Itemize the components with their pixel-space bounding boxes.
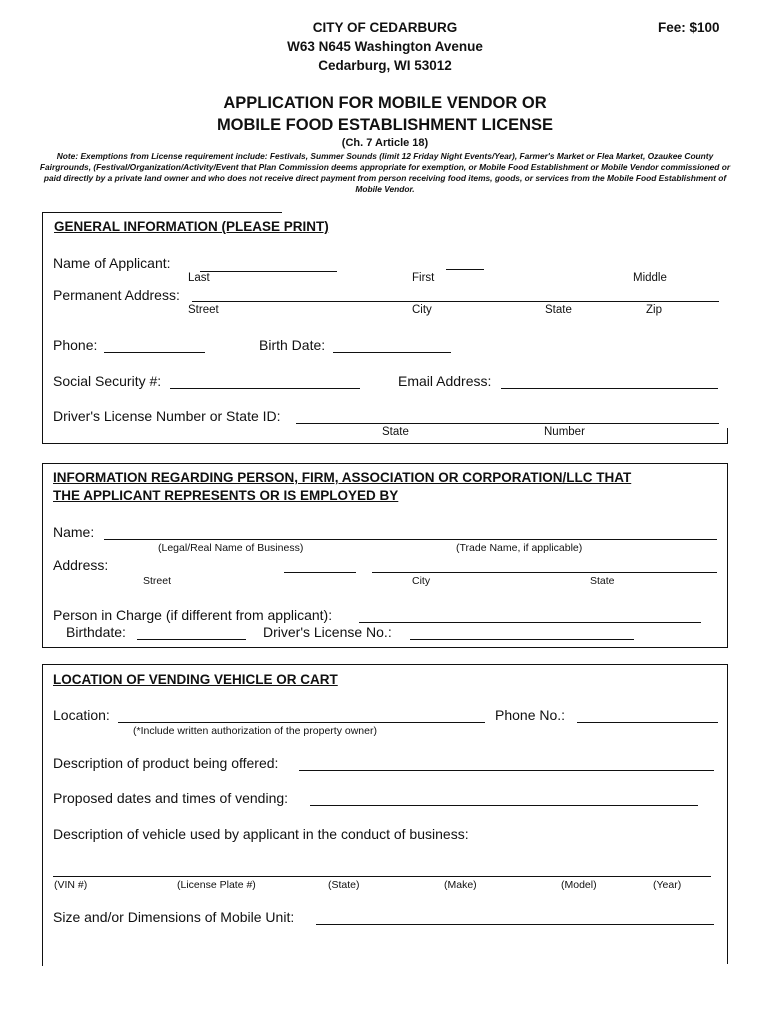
person-drivers-license-field[interactable] [410,623,634,639]
drivers-license-label: Driver's License Number or State ID: [53,408,281,424]
chapter-reference: (Ch. 7 Article 18) [341,137,429,149]
vehicle-make-caption: (Make) [444,879,477,891]
location-phone-label: Phone No.: [495,707,566,723]
form-title-line2: MOBILE FOOD ESTABLISHMENT LICENSE [216,116,554,134]
section-top-border [42,664,728,665]
business-information-heading-line1: INFORMATION REGARDING PERSON, FIRM, ASSOCIATION OR CORPORATION/LLC THAT [53,470,632,485]
field-underline [53,876,711,877]
license-plate-caption: (License Plate #) [177,879,256,891]
product-description-field[interactable] [299,754,713,770]
unit-size-field[interactable] [316,908,713,924]
social-security-label: Social Security #: [53,373,162,389]
field-underline [192,301,719,302]
phone-field[interactable] [104,336,205,352]
person-birthdate-label: Birthdate: [66,624,126,640]
business-address-field[interactable] [284,556,716,572]
vin-caption: (VIN #) [54,879,88,891]
fee-label: Fee: $100 [658,20,720,35]
field-underline [104,352,205,353]
section-right-border [727,463,728,648]
city-caption: City [412,304,432,316]
license-state-caption: State [382,426,409,438]
field-underline [296,423,719,424]
location-phone-field[interactable] [577,706,717,722]
field-underline [137,639,246,640]
person-in-charge-field[interactable] [359,606,701,622]
section-bottom-border [42,443,728,444]
vehicle-description-label: Description of vehicle used by applicant in the conduct of business: [53,826,469,842]
section-right-border [727,428,728,444]
first-name-caption: First [412,272,435,284]
vehicle-model-caption: (Model) [561,879,597,891]
applicant-last-name-field[interactable] [200,255,336,271]
phone-label: Phone: [53,337,98,353]
section-right-border [727,664,728,964]
vehicle-year-caption: (Year) [653,879,682,891]
general-information-heading: GENERAL INFORMATION (PLEASE PRINT) [54,219,329,234]
person-drivers-license-label: Driver's License No.: [263,624,392,640]
field-underline [118,722,485,723]
form-title-line1: APPLICATION FOR MOBILE VENDOR OR [223,94,547,112]
field-underline [104,539,717,540]
section-bottom-border [42,647,728,648]
zip-caption: Zip [646,304,662,316]
business-information-heading-line2: THE APPLICANT REPRESENTS OR IS EMPLOYED BY [53,488,399,503]
street-caption: Street [188,304,219,316]
business-street-caption: Street [143,575,172,587]
applicant-name-label: Name of Applicant: [53,255,171,271]
trade-name-caption: (Trade Name, if applicable) [456,542,583,554]
business-name-field[interactable] [104,523,716,539]
social-security-field[interactable] [170,372,360,388]
vehicle-description-field[interactable] [53,859,710,875]
city-name: CITY OF CEDARBURG [312,20,458,35]
section-top-border [42,463,728,464]
field-underline [333,352,451,353]
field-underline [577,722,718,723]
product-description-label: Description of product being offered: [53,755,279,771]
field-underline [170,388,360,389]
email-address-field[interactable] [501,372,717,388]
field-underline [501,388,718,389]
business-name-label: Name: [53,524,95,540]
middle-name-caption: Middle [633,272,667,284]
field-underline [372,572,717,573]
city-state-zip: Cedarburg, WI 53012 [318,58,452,73]
birth-date-field[interactable] [333,336,451,352]
vending-dates-field[interactable] [310,789,698,805]
person-in-charge-label: Person in Charge (if different from applicant): [53,607,333,623]
birth-date-label: Birth Date: [259,337,326,353]
field-underline [316,924,714,925]
field-underline [299,770,714,771]
vending-location-heading: LOCATION OF VENDING VEHICLE OR CART [53,672,338,687]
location-field[interactable] [118,706,485,722]
last-name-caption: Last [188,272,210,284]
field-underline [200,271,337,272]
unit-size-label: Size and/or Dimensions of Mobile Unit: [53,909,295,925]
section-top-border [42,212,282,213]
field-underline [310,805,698,806]
email-address-label: Email Address: [398,373,492,389]
section-left-border [42,664,43,966]
permanent-address-field[interactable] [192,285,718,301]
section-left-border [42,212,43,444]
city-street-address: W63 N645 Washington Avenue [287,39,483,54]
drivers-license-field[interactable] [296,407,718,423]
vending-dates-label: Proposed dates and times of vending: [53,790,289,806]
field-underline [284,572,356,573]
permanent-address-label: Permanent Address: [53,287,180,303]
exemption-note: Note: Exemptions from License requirement include: Festivals, Summer Sounds (limit 12 Friday Night Events/Year), Farmer's Market or Flea Market, Ozaukee County Fairgrounds, (Festival/Organization/Activity/Event that Plan Commission deems appropriate for exemption, or Mobile Food Establishment or Mobile Vendor commissioned or paid directly by a private land owner and who does not receive direct payment from person receiving food items, goods, or services from the Mobile Food Establishment of Mobile Vendor. [39,151,731,194]
section-left-border [42,463,43,648]
applicant-first-name-field[interactable] [446,253,486,269]
business-city-caption: City [412,575,431,587]
business-state-caption: State [590,575,615,587]
person-birthdate-field[interactable] [137,623,246,639]
state-caption: State [545,304,572,316]
field-underline [446,269,484,270]
field-underline [410,639,634,640]
location-authorization-note: (*Include written authorization of the property owner) [133,725,377,737]
business-address-label: Address: [53,557,109,573]
location-label: Location: [53,707,110,723]
license-number-caption: Number [544,426,585,438]
legal-name-caption: (Legal/Real Name of Business) [158,542,304,554]
vehicle-state-caption: (State) [328,879,360,891]
